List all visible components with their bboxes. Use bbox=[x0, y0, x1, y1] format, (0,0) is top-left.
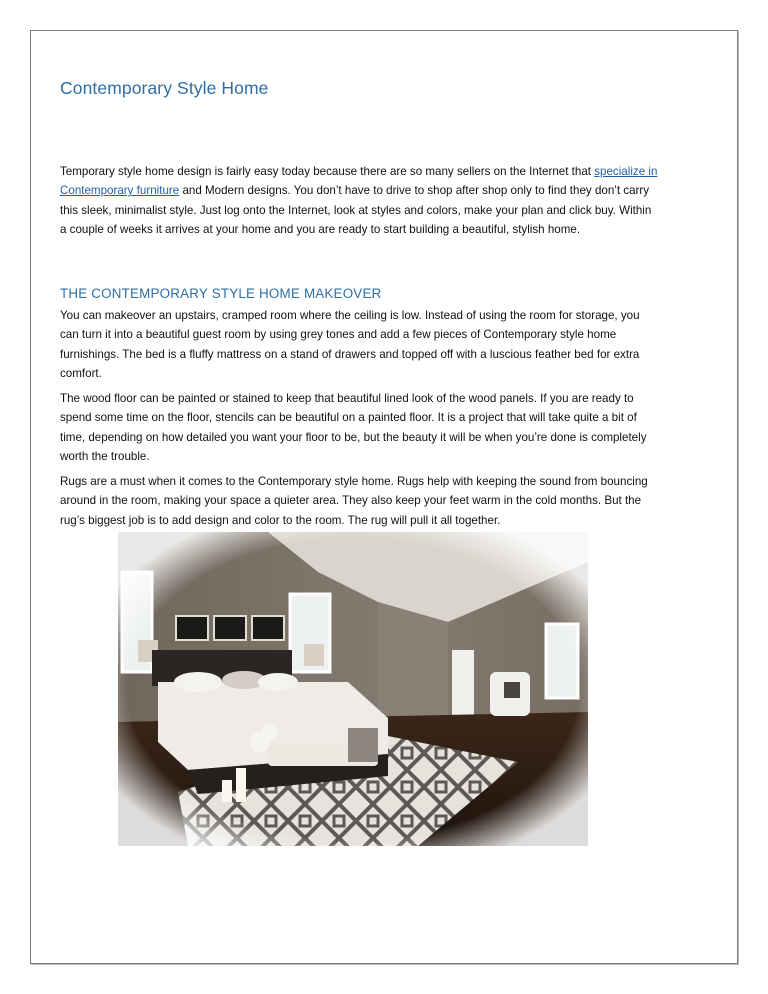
section-heading: THE CONTEMPORARY STYLE HOME MAKEOVER bbox=[60, 286, 382, 301]
bedroom-photo bbox=[118, 532, 588, 846]
intro-text-before-link: Temporary style home design is fairly easy today because there are so many sellers on the Internet that bbox=[60, 165, 595, 178]
paragraph-rugs: Rugs are a must when it comes to the Contemporary style home. Rugs help with keeping the sound from bouncing around in the room, making your space a quieter area. They also keep your feet warm in the cold months. But the rug’s biggest job is to add design and color to the room. The rug will pull it all together. bbox=[60, 475, 648, 527]
contemporary-furniture-link[interactable]: specialize in Contemporary furniture bbox=[60, 165, 658, 198]
document-title: Contemporary Style Home bbox=[60, 78, 269, 98]
paragraph-wood-floor: The wood floor can be painted or stained to keep that beautiful lined look of the wood panels. If you are ready to spend some time on the floor, stencils can be beautiful on a painted floor. It is a project that will take quite a bit of time, depending on how detailed you want your floor to be, but the beauty it will be when you’re done is completely worth the trouble. bbox=[60, 392, 647, 464]
intro-text-after-link: and Modern designs. You don’t have to drive to shop after shop only to find they don’t carry this sleek, minimalist style. Just log onto the Internet, look at styles and colors, make your plan and click buy. Within a couple of weeks it arrives at your home and you are ready to start building a beautiful, stylish home. bbox=[60, 184, 652, 237]
paragraph-makeover: You can makeover an upstairs, cramped room where the ceiling is low. Instead of using the room for storage, you can turn it into a beautiful guest room by using grey tones and add a few pieces of Contemporary style home furnishings. The bed is a fluffy mattress on a stand of drawers and topped off with a luscious feather bed for extra comfort. bbox=[60, 309, 640, 381]
intro-paragraph bbox=[60, 162, 660, 240]
